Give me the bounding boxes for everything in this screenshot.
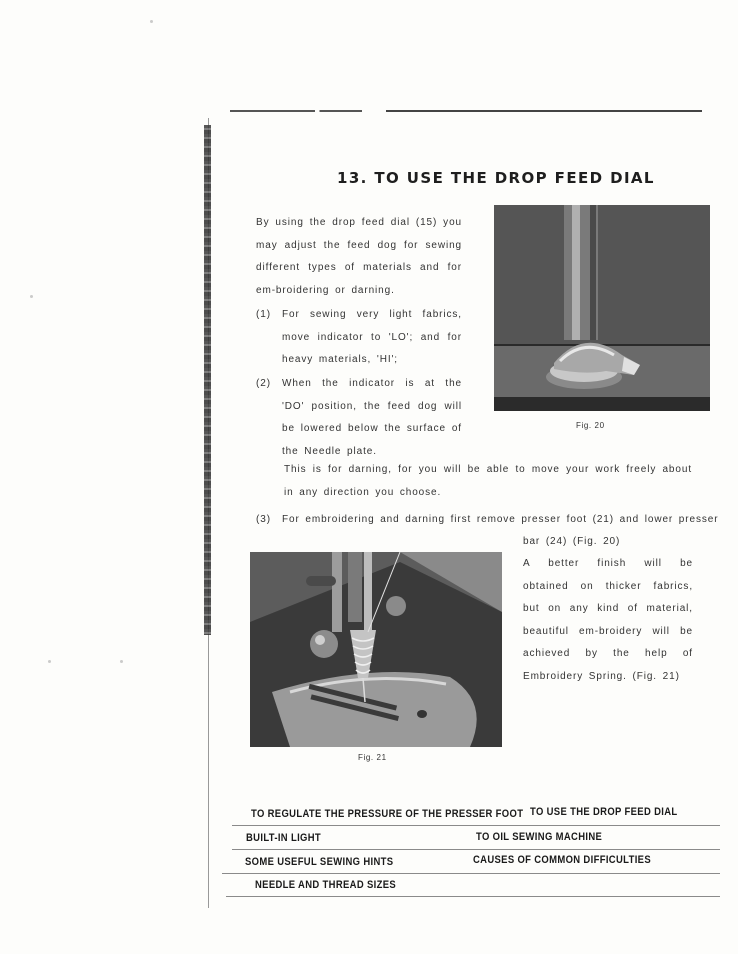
fig-20-illustration (494, 205, 710, 411)
scan-speckle (150, 20, 153, 23)
list-item-number: (1) (256, 309, 271, 320)
list-item-text: For sewing very light fabrics, move indicator to 'LO'; and for heavy materials, 'HI'; (282, 309, 462, 365)
scan-binding-edge (204, 125, 211, 635)
footer-rule (232, 849, 720, 850)
footer-link-oil-machine[interactable]: TO OIL SEWING MACHINE (476, 831, 603, 843)
footer-link-drop-feed-dial[interactable]: TO USE THE DROP FEED DIAL (530, 806, 678, 818)
section-title: 13. TO USE THE DROP FEED DIAL (337, 169, 655, 187)
footer-link-built-in-light[interactable]: BUILT-IN LIGHT (246, 832, 322, 844)
footer-rule (226, 896, 720, 897)
footer-link-sewing-hints[interactable]: SOME USEFUL SEWING HINTS (245, 856, 394, 868)
list-item-1 (256, 304, 462, 372)
finish-note: A better finish will be obtained on thicker fabrics, but on any kind of material, beautiful em-broidery will be achieved by the help of Embroidery Spring. (Fig. 21) (523, 558, 693, 682)
footer-link-needle-thread-sizes[interactable]: NEEDLE AND THREAD SIZES (255, 879, 397, 891)
darning-note: This is for darning, for you will be able to move your work freely about in any direction you choose. (284, 464, 692, 498)
intro-paragraph: By using the drop feed dial (15) you may adjust the feed dog for sewing different types of materials and for em-broidering or darning. (256, 217, 462, 296)
footer-rule (232, 825, 720, 826)
fig-21-illustration (250, 552, 502, 747)
footer-link-common-difficulties[interactable]: CAUSES OF COMMON DIFFICULTIES (473, 854, 651, 866)
fig-21-photo (250, 552, 502, 747)
scan-speckle (120, 660, 123, 663)
scan-speckle (30, 295, 33, 298)
list-item-3-continued: bar (24) (Fig. 20) (523, 536, 621, 547)
fig-21-caption: Fig. 21 (358, 753, 387, 762)
footer-link-presser-foot[interactable]: TO REGULATE THE PRESSURE OF THE PRESSER FOOT (251, 808, 524, 820)
fig-20-caption: Fig. 20 (576, 421, 605, 430)
fig-20-photo (494, 205, 710, 411)
list-item-text: When the indicator is at the 'DO' position, the feed dog will be lowered below the surface of the Needle plate. (282, 378, 462, 457)
list-item-3 (256, 509, 719, 532)
list-item-2 (256, 373, 462, 463)
footer-rule (222, 873, 720, 874)
header-rule (230, 110, 702, 112)
scan-speckle (48, 660, 51, 663)
list-item-number: (3) (256, 514, 271, 525)
list-item-text: For embroidering and darning first remove presser foot (21) and lower presser (282, 514, 719, 525)
list-item-number: (2) (256, 378, 271, 389)
